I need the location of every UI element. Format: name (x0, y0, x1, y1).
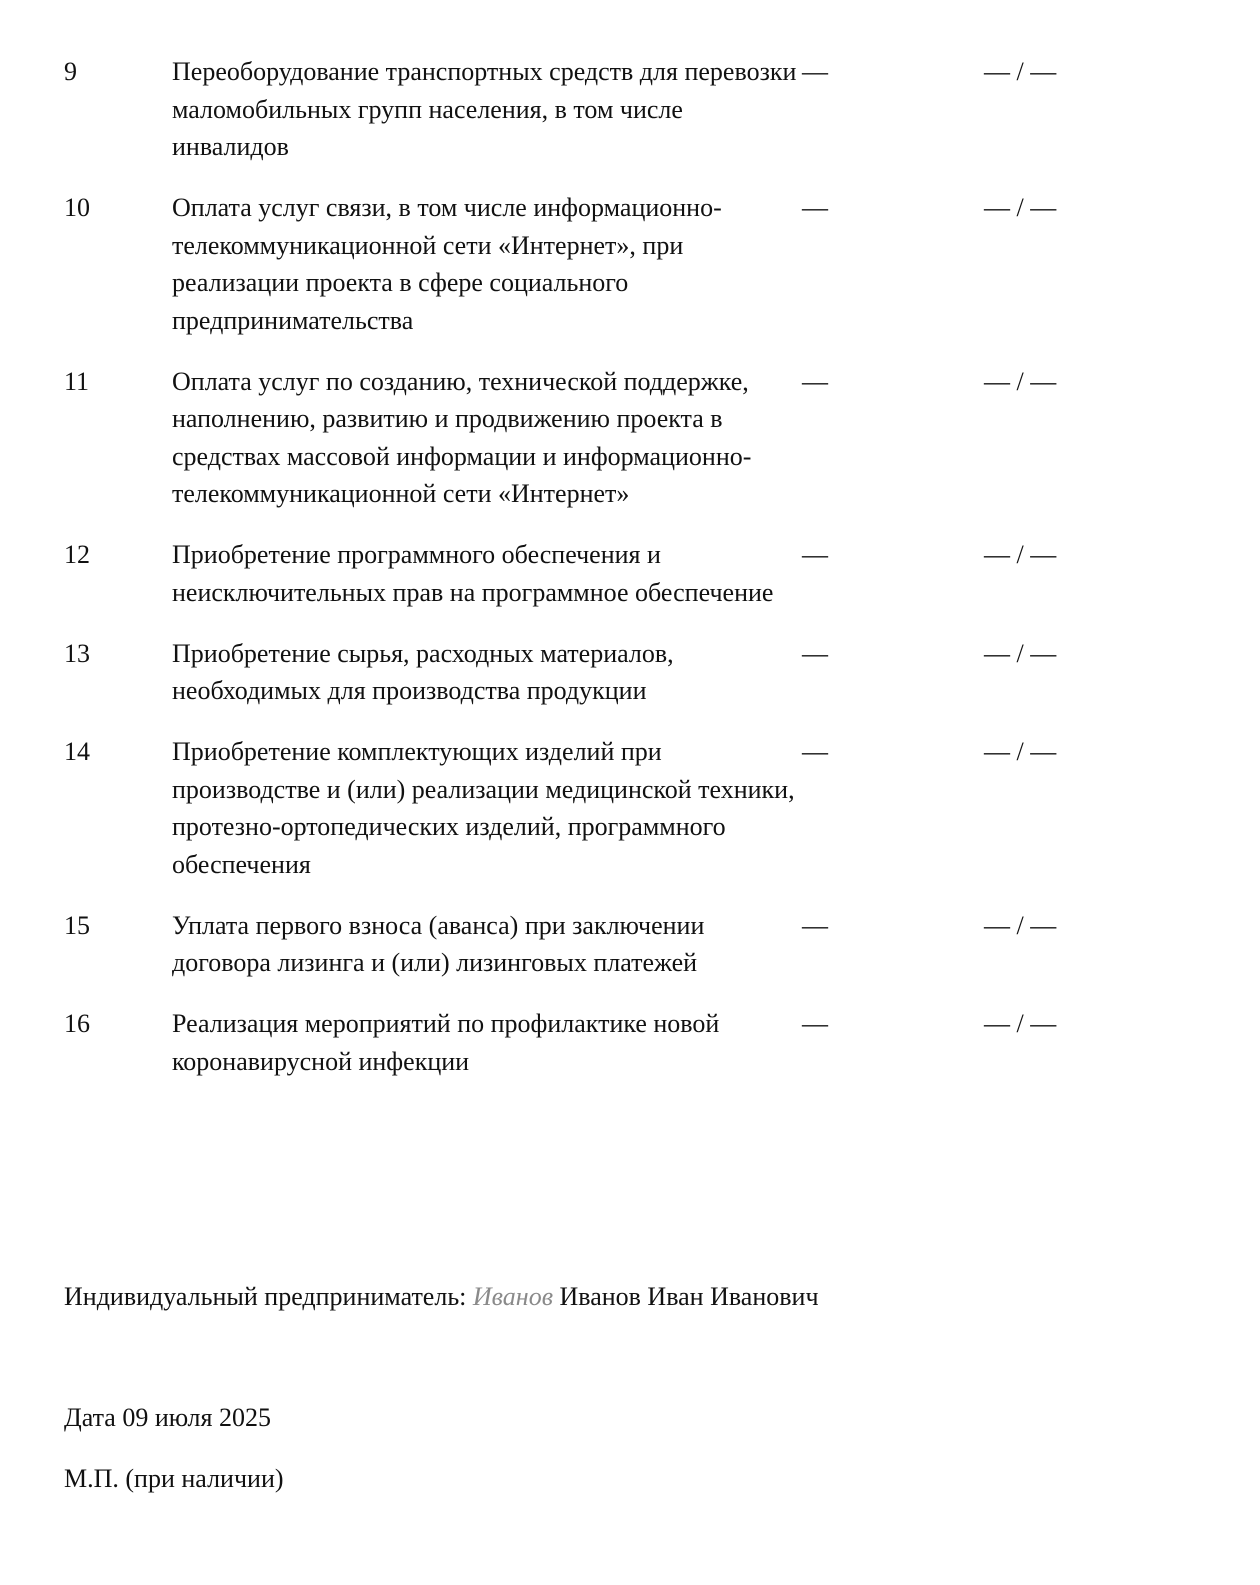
table-row (64, 1005, 1164, 1080)
row-description: Оплата услуг по созданию, технической поддержке, наполнению, развитию и продвижению проекта в средствах массовой информации и информационно-телекоммуникационной сети «Интернет» (172, 366, 752, 508)
row-value-b: — / — (984, 1009, 1057, 1038)
stamp-line: М.П. (при наличии) (64, 1464, 284, 1493)
table-row (64, 53, 1164, 166)
date-line: Дата 09 июля 2025 (64, 1403, 271, 1432)
row-description: Приобретение программного обеспечения и неисключительных прав на программное обеспечение (172, 540, 774, 607)
row-description: Переоборудование транспортных средств для перевозки маломобильных групп населения, в том числе инвалидов (172, 57, 797, 161)
row-value-b: — / — (984, 366, 1057, 396)
signer-line (64, 1278, 819, 1316)
row-value-b: — / — (984, 540, 1057, 569)
signer-name: Иванов Иван Иванович (559, 1282, 819, 1311)
table-row (64, 733, 1164, 883)
row-description: Приобретение сырья, расходных материалов, необходимых для производства продукции (172, 638, 674, 705)
row-number: 12 (64, 540, 90, 569)
row-value-b: — / — (984, 737, 1057, 766)
row-number: 16 (64, 1009, 90, 1038)
row-number: 15 (64, 910, 90, 940)
table-row (64, 189, 1164, 339)
expense-table (64, 53, 1164, 1104)
table-row (64, 363, 1164, 513)
row-description: Оплата услуг связи, в том числе информационно-телекоммуникационной сети «Интернет», при реализации проекта в сфере социального предпринимательства (172, 193, 722, 335)
table-row (64, 536, 1164, 611)
row-number: 11 (64, 366, 90, 396)
row-value-a: — (802, 366, 828, 396)
table-row (64, 635, 1164, 710)
signer-label: Индивидуальный предприниматель: (64, 1282, 467, 1311)
row-number: 13 (64, 638, 90, 668)
row-value-a: — (802, 910, 828, 940)
row-value-b: — / — (984, 910, 1057, 940)
row-description: Реализация мероприятий по профилактике новой коронавирусной инфекции (172, 1009, 720, 1076)
row-value-a: — (802, 1009, 828, 1038)
row-description: Уплата первого взноса (аванса) при заключении договора лизинга и (или) лизинговых платежей (172, 910, 705, 977)
row-value-a: — (802, 193, 828, 222)
row-number: 10 (64, 193, 90, 222)
handwritten-signature: Иванов (472, 1282, 553, 1311)
row-value-b: — / — (984, 638, 1057, 668)
table-row (64, 907, 1164, 982)
row-number: 9 (64, 57, 77, 86)
row-value-b: — / — (984, 193, 1057, 222)
row-description: Приобретение комплектующих изделий при производстве и (или) реализации медицинской техники, протезно-ортопедических изделий, программного обеспечения (172, 737, 795, 879)
row-value-a: — (802, 638, 828, 668)
row-value-a: — (802, 737, 828, 766)
row-value-a: — (802, 540, 828, 569)
row-value-a: — (802, 57, 828, 86)
row-value-b: — / — (984, 57, 1057, 86)
row-number: 14 (64, 737, 90, 766)
